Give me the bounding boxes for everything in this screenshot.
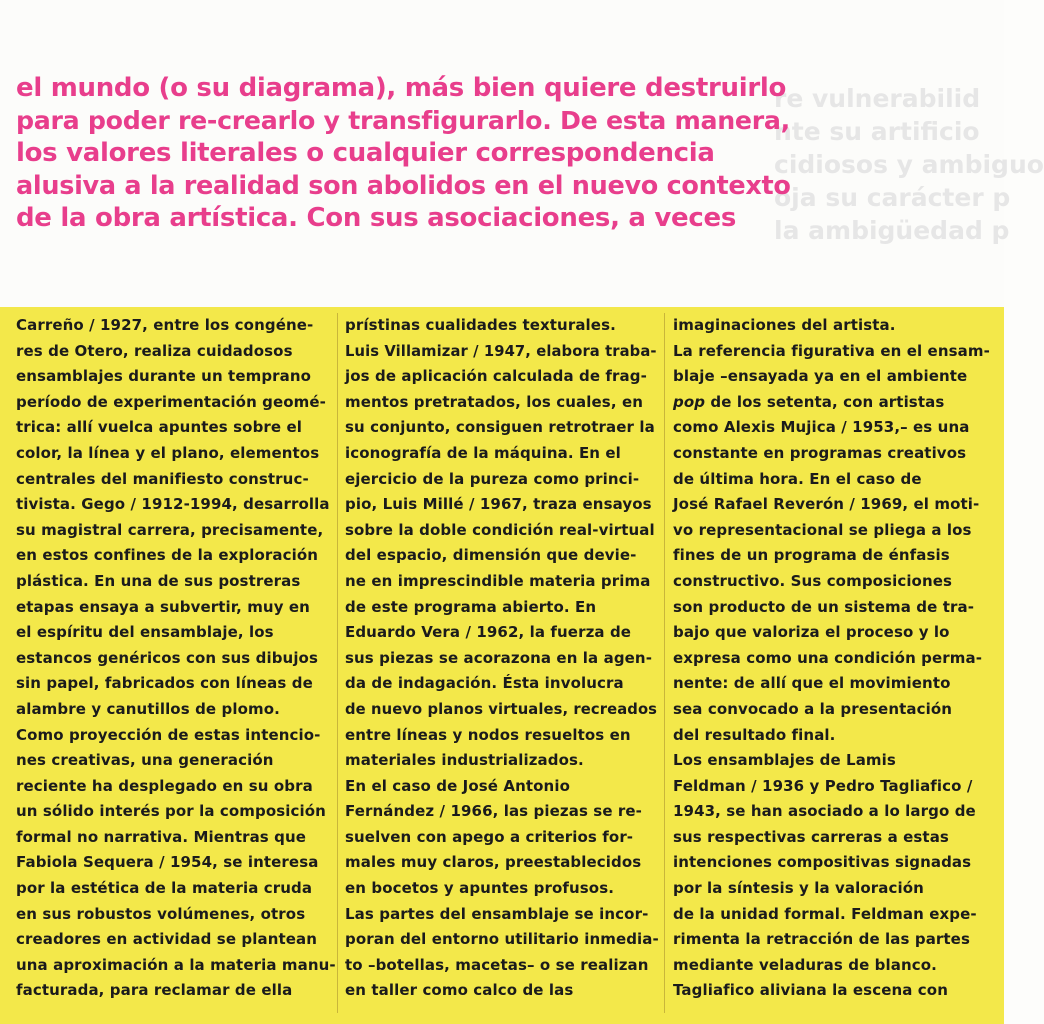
text-line: sus piezas se acorazona en la agen-: [345, 648, 653, 667]
bleed-line: nte su artificio: [774, 117, 980, 146]
text-line: del espacio, dimensión que devie-: [345, 546, 637, 565]
pull-quote-line: de la obra artística. Con sus asociaciones, a veces: [16, 203, 737, 233]
text-line: por la estética de la materia cruda: [16, 879, 313, 898]
text-line: En el caso de José Antonio: [345, 776, 570, 795]
text-line: mediante veladuras de blanco.: [673, 955, 937, 974]
text-line: reciente ha desplegado en su obra: [16, 776, 313, 795]
text-line: Fabiola Sequera / 1954, se interesa: [16, 853, 319, 872]
text-line: en taller como calco de las: [345, 981, 574, 1000]
text-line: en bocetos y apuntes profusos.: [345, 879, 615, 898]
text-line: del resultado final.: [673, 725, 836, 744]
text-line: por la síntesis y la valoración: [673, 879, 924, 898]
text-column-1: [16, 313, 336, 1018]
bleed-through-text: [766, 82, 1044, 247]
text-line: bajo que valoriza el proceso y lo: [673, 623, 950, 642]
pull-quote: [16, 72, 796, 235]
text-line: un sólido interés por la composición: [16, 802, 326, 821]
text-line: blaje –ensayada ya en el ambiente: [673, 367, 968, 386]
text-line: sea convocado a la presentación: [673, 699, 953, 718]
text-line: en sus robustos volúmenes, otros: [16, 904, 306, 923]
text-line: de última hora. En el caso de: [673, 469, 922, 488]
column-divider: [664, 313, 665, 1013]
text-line: constante en programas creativos: [673, 443, 967, 462]
text-line: José Rafael Reverón / 1969, el moti-: [673, 495, 980, 514]
text-line: color, la línea y el plano, elementos: [16, 443, 320, 462]
text-line: pio, Luis Millé / 1967, traza ensayos: [345, 495, 652, 514]
text-line: imaginaciones del artista.: [673, 316, 896, 334]
text-line: ejercicio de la pureza como princi-: [345, 469, 640, 488]
text-line: plástica. En una de sus postreras: [16, 571, 301, 590]
text-line: alambre y canutillos de plomo.: [16, 699, 280, 718]
pull-quote-line: alusiva a la realidad son abolidos en el nuevo contexto: [16, 170, 791, 201]
text-line: como Alexis Mujica / 1953,– es una: [673, 418, 970, 437]
text-line: ne en imprescindible materia prima: [345, 571, 651, 590]
text-line: de la unidad formal. Feldman expe-: [673, 904, 977, 923]
text-line: suelven con apego a criterios for-: [345, 827, 634, 846]
text-line: mentos pretratados, los cuales, en: [345, 392, 643, 411]
text-line: de nuevo planos virtuales, recreados: [345, 700, 658, 718]
text-line: creadores en actividad se plantean: [16, 930, 318, 949]
text-line: Luis Villamizar / 1947, elabora traba-: [345, 342, 657, 360]
bleed-line: oja su carácter p: [774, 183, 1011, 212]
text-line: centrales del manifiesto construc-: [16, 469, 309, 488]
italic-term: pop: [673, 392, 706, 411]
text-line: Carreño / 1927, entre los congéne-: [16, 316, 314, 334]
text-column-3: [673, 313, 993, 1018]
text-line: males muy claros, preestablecidos: [345, 853, 642, 872]
text-line: Feldman / 1936 y Pedro Tagliafico /: [673, 776, 973, 795]
text-line: sus respectivas carreras a estas: [673, 827, 949, 846]
text-line: poran del entorno utilitario inmedia-: [345, 930, 659, 949]
pull-quote-line: los valores literales o cualquier correspondencia: [16, 138, 715, 168]
text-line: prístinas cualidades texturales.: [345, 316, 616, 334]
text-line: de este programa abierto. En: [345, 597, 597, 616]
text-line: facturada, para reclamar de ella: [16, 981, 293, 1000]
text-line: Como proyección de estas intencio-: [16, 725, 321, 744]
text-line: sin papel, fabricados con líneas de: [16, 674, 313, 693]
text-line: tivista. Gego / 1912-1994, desarrolla: [16, 495, 330, 514]
pull-quote-line: para poder re-crearlo y transfigurarlo. De esta manera,: [16, 105, 790, 135]
text-line: materiales industrializados.: [345, 751, 584, 770]
text-line: período de experimentación geomé-: [16, 392, 327, 411]
text-line: La referencia figurativa en el ensam-: [673, 341, 990, 360]
text-line: expresa como una condición perma-: [673, 648, 983, 667]
text-line: [673, 390, 993, 416]
text-line: res de Otero, realiza cuidadosos: [16, 341, 293, 360]
text-line: rimenta la retracción de las partes: [673, 930, 970, 949]
text-line: fines de un programa de énfasis: [673, 546, 950, 565]
text-line: ensamblajes durante un temprano: [16, 367, 312, 386]
text-line: una aproximación a la materia manu-: [16, 955, 336, 974]
text-line: jos de aplicación calculada de frag-: [345, 367, 647, 386]
text-line: vo representacional se pliega a los: [673, 520, 972, 539]
text-line: Tagliafico aliviana la escena con: [673, 981, 948, 1000]
text-line: to –botellas, macetas– o se realizan: [345, 955, 649, 974]
text-span: de los setenta, con artistas: [705, 392, 945, 411]
column-divider: [337, 313, 338, 1013]
bleed-line: cidiosos y ambiguo: [774, 150, 1044, 179]
bleed-line: la ambigüedad p: [774, 216, 1010, 245]
text-line: nes creativas, una generación: [16, 751, 274, 770]
text-line: entre líneas y nodos resueltos en: [345, 725, 631, 744]
text-column-2: [345, 313, 660, 1018]
text-line: el espíritu del ensamblaje, los: [16, 623, 274, 642]
bleed-line: re vulnerabilid: [774, 84, 981, 113]
text-line: nente: de allí que el movimiento: [673, 674, 951, 693]
text-line: su magistral carrera, precisamente,: [16, 520, 324, 539]
text-line: Fernández / 1966, las piezas se re-: [345, 802, 643, 821]
top-section: [0, 0, 1044, 307]
text-line: etapas ensaya a subvertir, muy en: [16, 597, 310, 616]
text-line: iconografía de la máquina. En el: [345, 443, 621, 462]
text-line: intenciones compositivas signadas: [673, 853, 972, 872]
text-line: son producto de un sistema de tra-: [673, 597, 975, 616]
text-line: Los ensamblajes de Lamis: [673, 751, 896, 770]
text-line: da de indagación. Ésta involucra: [345, 674, 624, 693]
text-line: 1943, se han asociado a lo largo de: [673, 802, 976, 821]
pull-quote-line: el mundo (o su diagrama), más bien quiere destruirlo: [16, 73, 787, 103]
text-line: Eduardo Vera / 1962, la fuerza de: [345, 623, 632, 642]
text-line: trica: allí vuelca apuntes sobre el: [16, 418, 303, 437]
text-line: estancos genéricos con sus dibujos: [16, 648, 318, 667]
text-line: formal no narrativa. Mientras que: [16, 827, 307, 846]
text-line: su conjunto, consiguen retrotraer la: [345, 418, 655, 437]
text-line: Las partes del ensamblaje se incor-: [345, 904, 649, 923]
text-line: sobre la doble condición real-virtual: [345, 520, 655, 539]
text-line: constructivo. Sus composiciones: [673, 571, 953, 590]
text-line: en estos confines de la exploración: [16, 546, 319, 565]
